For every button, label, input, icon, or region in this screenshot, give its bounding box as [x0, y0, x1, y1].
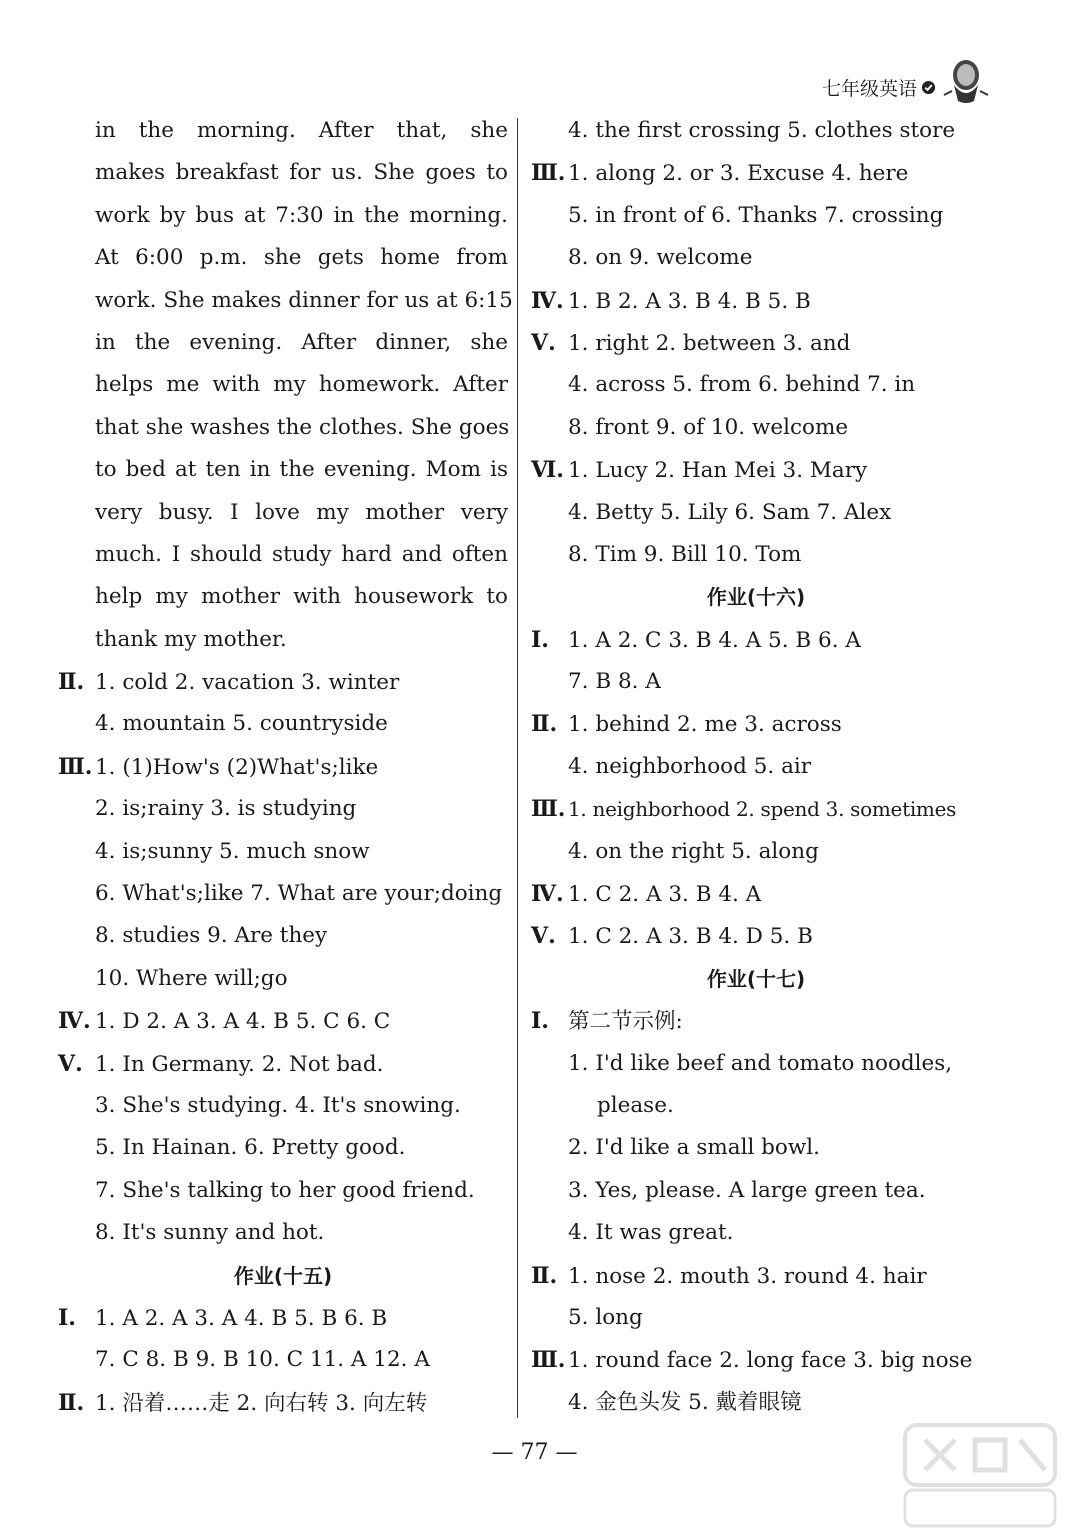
passage-line: very busy. I love my mother very: [95, 499, 508, 525]
section-mark: Ⅰ.: [58, 1304, 76, 1331]
reading-passage: [58, 110, 513, 661]
section-mark: Ⅲ.: [531, 1347, 566, 1374]
answer-line: 4. across 5. from 6. behind 7. in: [568, 372, 916, 398]
passage-line: work. She makes dinner for us at 6:15: [95, 287, 513, 313]
answer-line: [58, 661, 508, 703]
answer-text: 1. In Germany. 2. Not bad.: [95, 1051, 384, 1077]
answer-line: 4. 金色头发 5. 戴着眼镜: [568, 1389, 802, 1415]
answer-line: [531, 152, 981, 194]
answer-line: 2. is;rainy 3. is studying: [95, 796, 357, 822]
passage-line: in the morning. After that, she: [95, 118, 508, 143]
mascot-icon: [940, 55, 990, 107]
answer-text: 1. B 2. A 3. B 4. B 5. B: [568, 288, 811, 314]
answer-line: 4. is;sunny 5. much snow: [95, 838, 370, 864]
column-divider: [517, 118, 518, 1418]
answer-line: 4. on the right 5. along: [568, 838, 819, 864]
answer-line: [58, 1382, 508, 1424]
answer-text: 1. cold 2. vacation 3. winter: [95, 670, 400, 696]
right-column: [531, 110, 981, 1424]
section-mark: Ⅰ.: [531, 626, 549, 653]
answer-line: 8. front 9. of 10. welcome: [568, 414, 849, 440]
answer-text: 1. A 2. A 3. A 4. B 5. B 6. B: [95, 1305, 388, 1331]
answer-line: 8. Tim 9. Bill 10. Tom: [568, 541, 802, 567]
answer-line: 4. mountain 5. countryside: [95, 711, 388, 737]
answer-line: 8. studies 9. Are they: [95, 923, 328, 949]
answer-line: 8. It's sunny and hot.: [95, 1220, 325, 1246]
section-heading: 作业(十五): [233, 1263, 333, 1288]
answer-text: 1. along 2. or 3. Excuse 4. here: [568, 161, 909, 187]
section-mark: Ⅵ.: [531, 457, 564, 484]
answer-line: [531, 915, 981, 957]
section-mark: Ⅰ.: [531, 1008, 549, 1035]
answer-line: 1. I'd like beef and tomato noodles,: [568, 1050, 953, 1076]
answer-line: 2. I'd like a small bowl.: [568, 1135, 820, 1161]
answer-line: [531, 703, 981, 745]
answer-line: [58, 746, 508, 788]
answer-line: 10. Where will;go: [95, 965, 288, 991]
left-column: [58, 110, 513, 1424]
passage-line: At 6:00 p.m. she gets home from: [95, 245, 508, 271]
section-mark: Ⅲ.: [531, 160, 566, 187]
answer-line: 5. in front of 6. Thanks 7. crossing: [568, 202, 944, 228]
answer-line: 7. B 8. A: [568, 669, 661, 695]
section-heading: 作业(十六): [706, 585, 806, 610]
answer-line: 8. on 9. welcome: [568, 245, 753, 271]
answer-line: [531, 280, 981, 322]
section-heading: 作业(十七): [706, 966, 806, 991]
passage-line: help my mother with housework to: [95, 584, 508, 610]
passage-line: thank my mother.: [95, 626, 287, 652]
answer-line: 4. Betty 5. Lily 6. Sam 7. Alex: [568, 499, 892, 525]
answer-line: 3. She's studying. 4. It's snowing.: [95, 1092, 461, 1118]
answer-line: [531, 1255, 981, 1297]
answer-text: 1. right 2. between 3. and: [568, 330, 851, 356]
answer-line: [531, 873, 981, 915]
section-mark: Ⅳ.: [58, 1008, 91, 1035]
answer-line: [531, 788, 981, 830]
section-mark: Ⅱ.: [58, 669, 85, 696]
check-circle-icon: [921, 80, 936, 95]
passage-line: helps me with my homework. After: [95, 372, 508, 398]
answer-text: 1. 沿着……走 2. 向右转 3. 向左转: [95, 1390, 428, 1416]
answer-line: 4. It was great.: [568, 1220, 734, 1246]
answer-line: 3. Yes, please. A large green tea.: [568, 1177, 926, 1203]
watermark-logo-icon: [895, 1420, 1065, 1530]
passage-line: in the evening. After dinner, she: [95, 329, 508, 355]
answer-line: [531, 449, 981, 491]
passage-line: that she washes the clothes. She goes: [95, 414, 510, 440]
header-label: 七年级英语: [822, 78, 918, 100]
passage-line: makes breakfast for us. She goes to: [95, 160, 508, 186]
answer-line: 7. She's talking to her good friend.: [95, 1177, 475, 1203]
answer-line: [58, 1297, 508, 1339]
answer-text: 1. (1)How's (2)What's;like: [95, 754, 379, 780]
passage-line: work by bus at 7:30 in the morning.: [95, 202, 508, 228]
section-mark: Ⅴ.: [531, 329, 556, 356]
section-mark: Ⅱ.: [531, 1262, 558, 1289]
page-number: — 77 —: [491, 1440, 578, 1465]
section-mark: Ⅲ.: [531, 796, 566, 823]
section-mark: Ⅲ.: [58, 753, 93, 780]
section-mark: Ⅳ.: [531, 287, 564, 314]
answer-text: 1. behind 2. me 3. across: [568, 712, 842, 738]
answer-text: 1. Lucy 2. Han Mei 3. Mary: [568, 458, 868, 484]
section-mark: Ⅴ.: [58, 1050, 83, 1077]
section-mark: Ⅴ.: [531, 923, 556, 950]
answer-line: [531, 619, 981, 661]
answer-line: 5. In Hainan. 6. Pretty good.: [95, 1135, 406, 1161]
answer-line: [58, 1043, 508, 1085]
section-mark: Ⅱ.: [58, 1389, 85, 1416]
answer-line: 6. What's;like 7. What are your;doing: [95, 881, 503, 907]
answer-line: [531, 1000, 981, 1042]
passage-line: much. I should study hard and often: [95, 541, 508, 567]
answer-text: 第二节示例:: [568, 1009, 683, 1035]
answer-text: 1. C 2. A 3. B 4. D 5. B: [568, 924, 813, 950]
answer-text: 1. A 2. C 3. B 4. A 5. B 6. A: [568, 627, 861, 653]
answer-text: 1. D 2. A 3. A 4. B 5. C 6. C: [95, 1009, 391, 1035]
section-mark: Ⅱ.: [531, 711, 558, 738]
answer-line: please.: [597, 1092, 674, 1118]
answer-line: 4. neighborhood 5. air: [568, 753, 812, 779]
answer-text: 1. nose 2. mouth 3. round 4. hair: [568, 1263, 927, 1289]
answer-line: [58, 1000, 508, 1042]
answer-text: 1. neighborhood 2. spend 3. sometimes: [568, 797, 957, 822]
answer-line: [531, 1339, 981, 1381]
passage-line: to bed at ten in the evening. Mom is: [95, 457, 508, 483]
answer-line: 5. long: [568, 1304, 643, 1330]
answer-line: [531, 322, 981, 364]
answer-text: 1. round face 2. long face 3. big nose: [568, 1348, 973, 1374]
section-mark: Ⅳ.: [531, 881, 564, 908]
answer-line: 4. the first crossing 5. clothes store: [568, 118, 956, 143]
answer-line: 7. C 8. B 9. B 10. C 11. A 12. A: [95, 1347, 430, 1373]
answer-text: 1. C 2. A 3. B 4. A: [568, 882, 762, 908]
